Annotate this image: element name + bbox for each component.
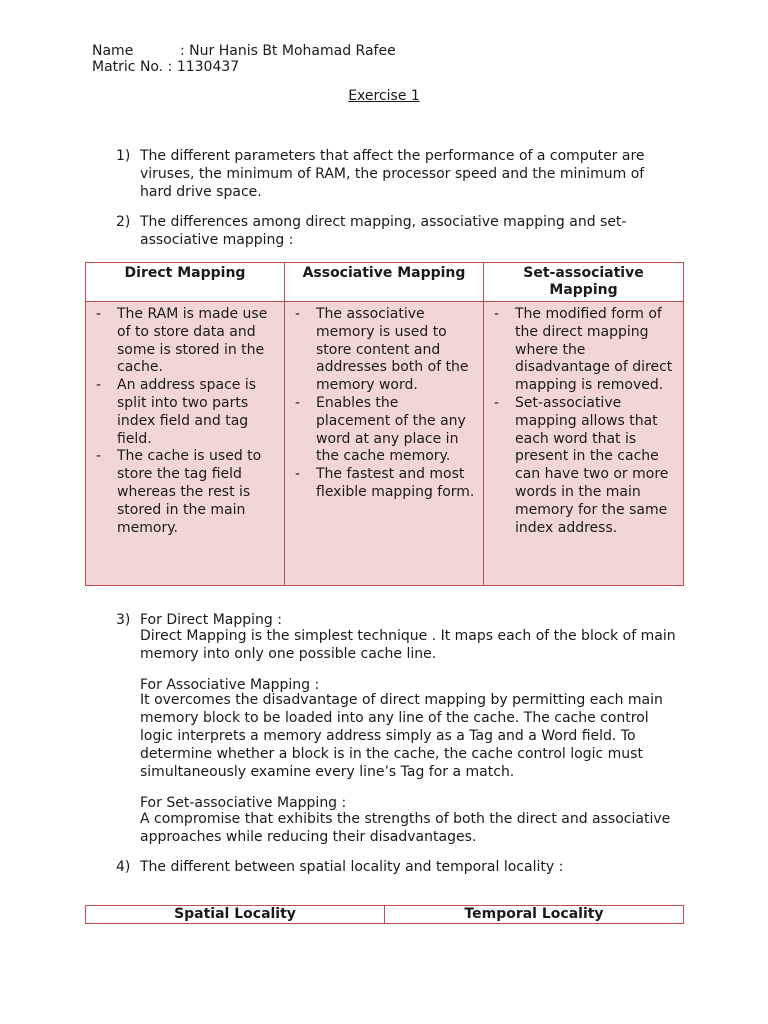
associative-mapping-heading: For Associative Mapping : [140, 677, 320, 693]
question-4-number: 4) [116, 859, 131, 875]
mapping-comparison-table [85, 262, 684, 586]
name-value: : Nur Hanis Bt Mohamad Rafee [180, 43, 396, 59]
list-item: - Set-associative mapping allows that each word that is present in the cache can have two or more words in the main memory for the same index address. [494, 394, 669, 536]
mapping-table-header-row [86, 263, 684, 302]
list-item: - The fastest and most flexible mapping form. [295, 466, 475, 500]
question-4-text: The different between spatial locality and temporal locality : [140, 859, 564, 875]
direct-mapping-list [94, 306, 278, 537]
header-associative-mapping: Associative Mapping [285, 263, 484, 302]
set-associative-mapping-description: A compromise that exhibits the strengths of both the direct and associative approaches while reducing their disadvantages. [140, 811, 671, 845]
list-item: - An address space is split into two parts index field and tag field. [96, 377, 257, 447]
direct-mapping-cell [86, 302, 285, 586]
set-associative-mapping-cell [484, 302, 684, 586]
locality-table-header-row [86, 906, 684, 924]
direct-mapping-heading: For Direct Mapping : [140, 612, 282, 628]
question-2-number: 2) [116, 214, 131, 230]
list-item: - The RAM is made use of to store data and some is stored in the cache. [96, 306, 268, 376]
list-item: - The cache is used to store the tag field whereas the rest is stored in the main memory. [96, 448, 262, 536]
question-3-number: 3) [116, 612, 131, 628]
header-spatial-locality: Spatial Locality [86, 906, 385, 924]
list-item: - Enables the placement of the any word at any place in the cache memory. [295, 394, 466, 465]
list-item: - The modified form of the direct mapping where the disadvantage of direct mapping is removed. [494, 306, 673, 394]
set-associative-mapping-list [492, 306, 677, 537]
question-1-number: 1) [116, 148, 131, 164]
matric-label: Matric No. : [92, 59, 173, 75]
associative-mapping-list [293, 306, 477, 502]
set-associative-mapping-heading: For Set-associative Mapping : [140, 795, 347, 811]
header-direct-mapping: Direct Mapping [86, 263, 285, 302]
header-temporal-locality: Temporal Locality [385, 906, 684, 924]
matric-row [92, 58, 239, 76]
locality-comparison-table [85, 905, 684, 924]
associative-mapping-description: It overcomes the disadvantage of direct mapping by permitting each main memory block to be loaded into any line of the cache. The cache control logic interprets a memory address simply as a Tag and a Word field. To determine whether a block is in the cache, the cache control logic must simultaneously examine every line’s Tag for a match. [140, 692, 663, 780]
page-title: Exercise 1 [348, 88, 420, 104]
question-1-text: The different parameters that affect the performance of a computer are viruses, the minimum of RAM, the processor speed and the minimum of hard drive space. [140, 148, 645, 200]
list-item: - The associative memory is used to store content and addresses both of the memory word. [295, 306, 469, 394]
question-2-text: The differences among direct mapping, associative mapping and set-associative mapping : [140, 214, 627, 248]
associative-mapping-cell [285, 302, 484, 586]
mapping-table-body-row [86, 302, 684, 586]
direct-mapping-description: Direct Mapping is the simplest technique . It maps each of the block of main memory into only one possible cache line. [140, 628, 676, 662]
header-set-associative-mapping: Set-associative Mapping [484, 263, 684, 302]
name-label: Name [92, 43, 134, 59]
matric-value: 1130437 [176, 59, 240, 75]
